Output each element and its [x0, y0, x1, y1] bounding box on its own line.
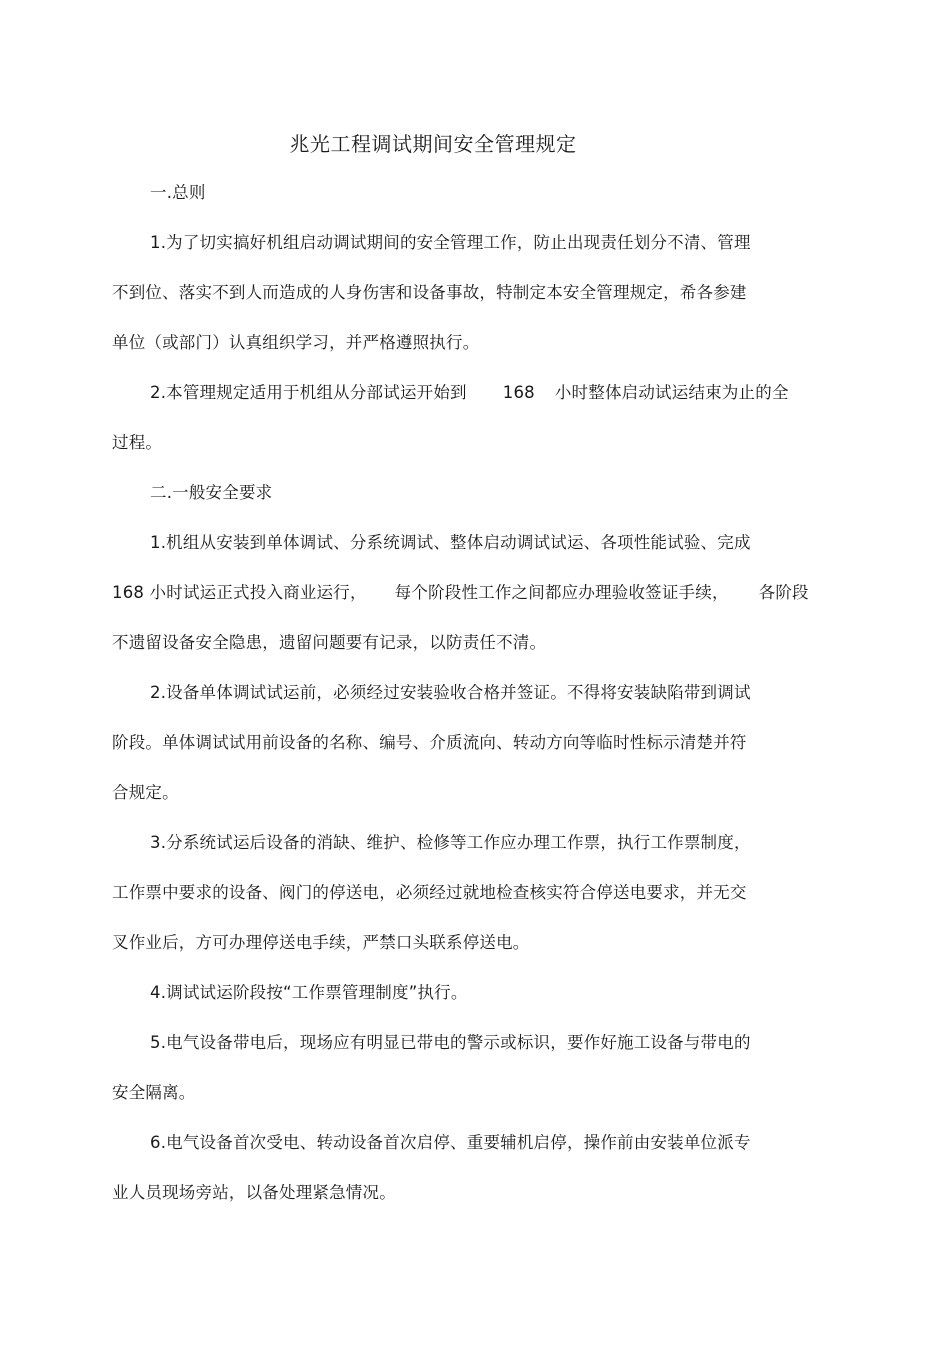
section-heading-general: 一.总则 — [150, 183, 206, 202]
paragraph-line: 5.电气设备带电后，现场应有明显已带电的警示或标识，要作好施工设备与带电的 — [150, 1033, 751, 1052]
paragraph-number: 168 — [502, 383, 535, 402]
paragraph-line: 3.分系统试运后设备的消缺、维护、检修等工作应办理工作票，执行工作票制度， — [150, 833, 751, 852]
document-title: 兆光工程调试期间安全管理规定 — [289, 132, 577, 156]
paragraph-line: 单位（或部门）认真组织学习，并严格遵照执行。 — [112, 333, 480, 352]
paragraph-line — [112, 581, 809, 605]
paragraph-text: 168 小时试运正式投入商业运行， — [112, 583, 367, 602]
paragraph-line: 安全隔离。 — [112, 1083, 196, 1102]
paragraph-text: 2.本管理规定适用于机组从分部试运开始到 — [150, 383, 467, 402]
paragraph-line: 合规定。 — [112, 783, 179, 802]
paragraph-text: 小时整体启动试运结束为止的全 — [554, 383, 789, 402]
paragraph-line: 1.机组从安装到单体调试、分系统调试、整体启动调试试运、各项性能试验、完成 — [150, 533, 751, 552]
paragraph-text: 各阶段 — [758, 583, 809, 602]
paragraph-line: 叉作业后，方可办理停送电手续，严禁口头联系停送电。 — [112, 933, 530, 952]
paragraph-line: 过程。 — [112, 433, 163, 452]
paragraph-text: 每个阶段性工作之间都应办理验收签证手续， — [394, 583, 729, 602]
paragraph-line: 业人员现场旁站，以备处理紧急情况。 — [112, 1183, 396, 1202]
paragraph-line: 4.调试试运阶段按“工作票管理制度”执行。 — [150, 983, 468, 1002]
paragraph-line: 不遗留设备安全隐患，遗留问题要有记录，以防责任不清。 — [112, 633, 547, 652]
paragraph-line: 阶段。单体调试试用前设备的名称、编号、介质流向、转动方向等临时性标示清楚并符 — [112, 733, 747, 752]
section-heading-safety: 二.一般安全要求 — [150, 483, 273, 502]
paragraph-line: 2.设备单体调试试运前，必须经过安装验收合格并签证。不得将安装缺陷带到调试 — [150, 683, 751, 702]
paragraph-line: 不到位、落实不到人而造成的人身伤害和设备事故，特制定本安全管理规定，希各参建 — [112, 283, 747, 302]
paragraph-line: 工作票中要求的设备、阀门的停送电，必须经过就地检查核实符合停送电要求，并无交 — [112, 883, 747, 902]
paragraph-line: 6.电气设备首次受电、转动设备首次启停、重要辅机启停，操作前由安装单位派专 — [150, 1133, 751, 1152]
paragraph-line — [150, 381, 789, 405]
paragraph-line: 1.为了切实搞好机组启动调试期间的安全管理工作，防止出现责任划分不清、管理 — [150, 233, 751, 252]
